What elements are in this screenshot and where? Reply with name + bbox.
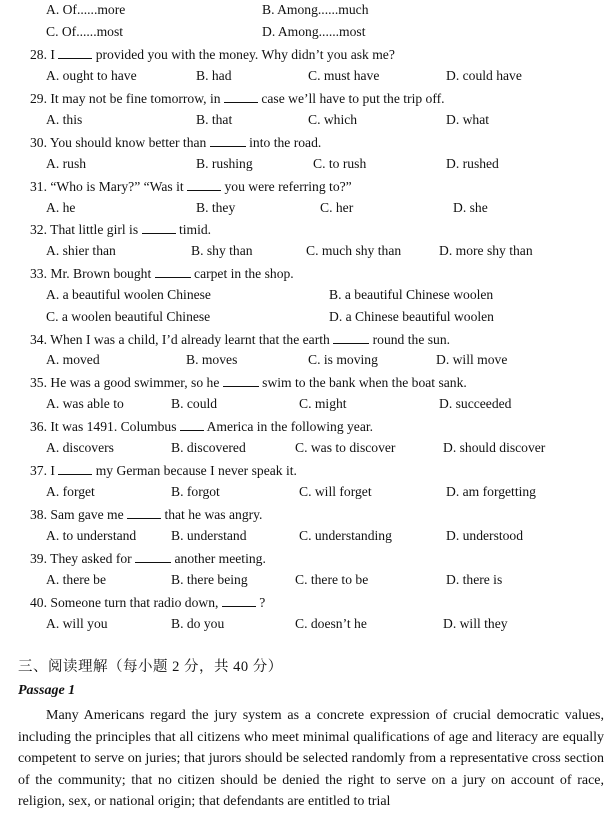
q36-stem: 36. It was 1491. Columbus America in the following year.	[30, 419, 374, 434]
q40-stem: 40. Someone turn that radio down, ?	[30, 595, 266, 610]
q38-option-a: A. to understand	[46, 528, 137, 543]
q40-option-c: C. doesn’t he	[295, 616, 367, 631]
q37-option-b: B. forgot	[171, 484, 220, 499]
q37-stem: 37. I my German because I never speak it.	[30, 463, 297, 478]
q28-option-b: B. had	[196, 68, 232, 83]
q32-option-a: A. shier than	[46, 243, 116, 258]
q32-option-d: D. more shy than	[439, 243, 533, 258]
q33-option-a: A. a beautiful woolen Chinese	[46, 287, 211, 302]
answer-blank	[155, 265, 191, 278]
q32-option-c: C. much shy than	[306, 243, 402, 258]
q33-option-d: D. a Chinese beautiful woolen	[329, 309, 494, 324]
q30-option-a: A. rush	[46, 156, 87, 171]
q30-option-b: B. rushing	[196, 156, 253, 171]
q34-option-c: C. is moving	[308, 352, 378, 367]
answer-blank	[224, 90, 258, 103]
q32-stem: 32. That little girl is timid.	[30, 222, 212, 237]
q38-option-c: C. understanding	[299, 528, 392, 543]
q36-option-b: B. discovered	[171, 440, 246, 455]
q38-option-d: D. understood	[446, 528, 524, 543]
passage-title: Passage 1	[18, 683, 76, 698]
q36-option-c: C. was to discover	[295, 440, 396, 455]
answer-blank	[58, 46, 92, 59]
q28-stem: 28. I provided you with the money. Why didn’t you ask me?	[30, 47, 395, 62]
answer-blank	[223, 374, 259, 387]
q35-option-b: B. could	[171, 396, 218, 411]
q39-option-a: A. there be	[46, 572, 107, 587]
q35-option-d: D. succeeded	[439, 396, 512, 411]
q30-option-c: C. to rush	[313, 156, 367, 171]
q29-option-c: C. which	[308, 112, 358, 127]
q27-option-c: C. Of......most	[46, 24, 124, 39]
q27-option-b: B. Among......much	[262, 2, 369, 17]
q40-option-a: A. will you	[46, 616, 108, 631]
passage-paragraph: Many Americans regard the jury system as a concrete expression of crucial democratic values, including the principles that all citizens who meet minimal qualifications of age and literacy are equally competent to serve on juries; that jurors should be selected randomly from a representative cross section of the community; that no citizen should be denied the right to serve on a jury on account of race, religion, sex, or national origin; that defendants are entitled to trial	[18, 708, 604, 810]
answer-blank	[180, 418, 204, 431]
q39-option-c: C. there to be	[295, 572, 369, 587]
q27-option-a: A. Of......more	[46, 2, 126, 17]
answer-blank	[187, 178, 221, 191]
q37-option-d: D. am forgetting	[446, 484, 536, 499]
q28-option-d: D. could have	[446, 68, 522, 83]
q29-option-d: D. what	[446, 112, 490, 127]
q31-stem: 31. “Who is Mary?” “Was it you were referring to?”	[30, 179, 352, 194]
q40-option-d: D. will they	[443, 616, 508, 631]
q37-option-c: C. will forget	[299, 484, 372, 499]
q36-option-a: A. discovers	[46, 440, 114, 455]
q33-option-c: C. a woolen beautiful Chinese	[46, 309, 211, 324]
q39-option-d: D. there is	[446, 572, 503, 587]
q33-stem: 33. Mr. Brown bought carpet in the shop.	[30, 266, 294, 281]
answer-blank	[222, 594, 256, 607]
answer-blank	[127, 506, 161, 519]
q28-option-c: C. must have	[308, 68, 380, 83]
answer-blank	[58, 462, 92, 475]
q29-option-a: A. this	[46, 112, 83, 127]
answer-blank	[135, 550, 171, 563]
q28-option-a: A. ought to have	[46, 68, 137, 83]
answer-blank	[333, 331, 369, 344]
q29-option-b: B. that	[196, 112, 233, 127]
q39-option-b: B. there being	[171, 572, 248, 587]
q34-option-a: A. moved	[46, 352, 100, 367]
q34-option-d: D. will move	[436, 352, 508, 367]
q31-option-a: A. he	[46, 200, 76, 215]
q30-option-d: D. rushed	[446, 156, 499, 171]
q40-option-b: B. do you	[171, 616, 225, 631]
q30-stem: 30. You should know better than into the road.	[30, 135, 322, 150]
q34-stem: 34. When I was a child, I’d already learnt that the earth round the sun.	[30, 332, 451, 347]
q34-option-b: B. moves	[186, 352, 238, 367]
q29-stem: 29. It may not be fine tomorrow, in case we’ll have to put the trip off.	[30, 91, 445, 106]
q35-stem: 35. He was a good swimmer, so he swim to the bank when the boat sank.	[30, 375, 467, 390]
q37-option-a: A. forget	[46, 484, 95, 499]
q32-option-b: B. shy than	[191, 243, 253, 258]
answer-blank	[210, 134, 246, 147]
q36-option-d: D. should discover	[443, 440, 546, 455]
q31-option-d: D. she	[453, 200, 488, 215]
q33-option-b: B. a beautiful Chinese woolen	[329, 287, 494, 302]
q35-option-c: C. might	[299, 396, 347, 411]
q39-stem: 39. They asked for another meeting.	[30, 551, 266, 566]
q38-option-b: B. understand	[171, 528, 247, 543]
answer-blank	[142, 221, 176, 234]
q27-option-d: D. Among......most	[262, 24, 366, 39]
q31-option-b: B. they	[196, 200, 236, 215]
q35-option-a: A. was able to	[46, 396, 124, 411]
q31-option-c: C. her	[320, 200, 354, 215]
q38-stem: 38. Sam gave me that he was angry.	[30, 507, 263, 522]
section-title: 三、阅读理解（每小题 2 分，共 40 分）	[18, 659, 283, 675]
